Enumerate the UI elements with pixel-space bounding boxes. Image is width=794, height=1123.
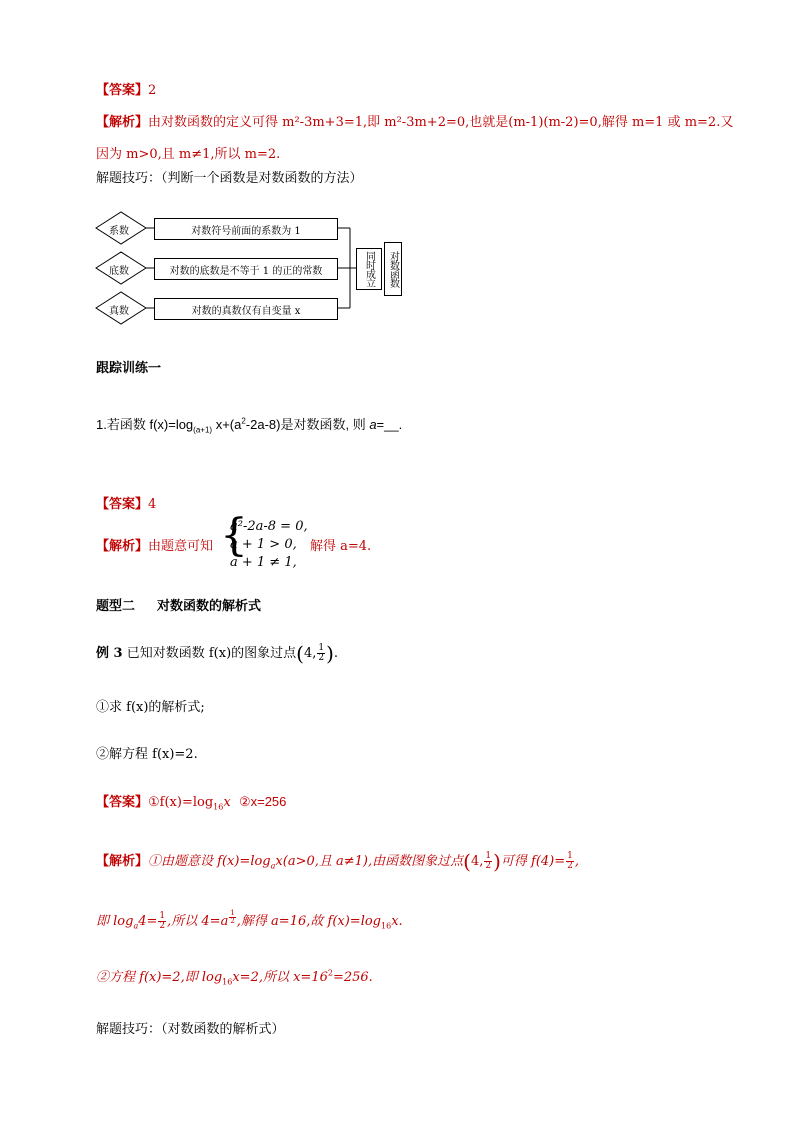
l2e: x. xyxy=(391,914,403,929)
condition-1: a²-2a-8 = 0, xyxy=(230,519,308,534)
answer-3 xyxy=(96,791,286,812)
analysis-1-line-2: 因为 m>0,且 m≠1,所以 m=2. xyxy=(96,147,281,162)
condition-3: a + 1 ≠ 1, xyxy=(230,555,297,570)
result-box: 对数函数 xyxy=(384,242,402,296)
question-1 xyxy=(96,414,402,435)
l1a: ①由题意设 f(x)=log xyxy=(148,854,271,869)
condition-2: a + 1 > 0, xyxy=(230,537,297,552)
q1-log-base: (a+1) xyxy=(193,425,213,435)
example-text: 已知对数函数 f(x)的图象过点 xyxy=(126,646,297,661)
example-3: 例 3 已知对数函数 f(x)的图象过点(4, $\frac{1}{2}$ ). xyxy=(96,641,339,666)
point-den: 2 xyxy=(318,653,325,663)
section-heading-type2 xyxy=(96,595,261,614)
l2b: 4= xyxy=(138,914,158,929)
example-3-q1: ①求 f(x)的解析式; xyxy=(96,700,205,715)
analysis-tag: 【解析】 xyxy=(96,854,149,869)
system-conditions xyxy=(230,518,308,572)
l3a: ②方程 f(x)=2,即 log xyxy=(96,970,223,985)
tip-1: 解题技巧：（判断一个函数是对数函数的方法） xyxy=(96,171,363,186)
analysis-2-result: 解得 a=4. xyxy=(310,539,372,554)
flowchart xyxy=(94,206,414,326)
type-label: 题型二 xyxy=(96,599,136,614)
answer-tag: 【答案】 xyxy=(96,83,149,98)
tip-2: 解题技巧：（对数函数的解析式） xyxy=(96,1022,285,1037)
q1-prefix: 1.若函数 f(x)=log xyxy=(96,417,194,432)
l2d: ,解得 a=16,故 f(x)=log xyxy=(236,914,381,929)
analysis-tag: 【解析】 xyxy=(96,115,149,130)
q1-mid: x+(a xyxy=(212,417,242,432)
analysis-intro: 由题意可知 xyxy=(148,539,214,554)
system-brace: { xyxy=(220,510,248,561)
q1-suffix: -2a-8)是对数函数, 则 xyxy=(245,417,370,432)
q1-exponent: 2 xyxy=(241,416,246,426)
answer-value: 2 xyxy=(148,83,157,98)
example-3-q2: ②解方程 f(x)=2. xyxy=(96,747,198,762)
type-title: 对数函数的解析式 xyxy=(157,599,262,614)
answer-tag: 【答案】 xyxy=(96,497,149,512)
point-x: 4 xyxy=(303,646,313,661)
analysis-3-line-3: ②方程 f(x)=2,即 $\log_{16}x=2$,所以 $x=16^2=256$. xyxy=(96,968,373,987)
condition-box-3: 对数的真数仅有自变量 x xyxy=(154,298,338,320)
answer-2 xyxy=(96,493,156,512)
answer-1 xyxy=(96,79,156,98)
analysis-1-line-1 xyxy=(96,111,733,130)
l3b: x=2,所以 x=16 xyxy=(232,970,328,985)
answer-log-base: 16 xyxy=(213,802,224,812)
point-num: 1 xyxy=(318,643,325,653)
diamond-base: 底数 xyxy=(109,266,129,277)
answer-var: x xyxy=(223,795,231,810)
section-heading-follow: 跟踪训练一 xyxy=(96,361,162,376)
l2a: 即 log xyxy=(96,914,134,929)
condition-box-2: 对数的底数是不等于 1 的正的常数 xyxy=(154,258,338,280)
l1c: 可得 f(4)= xyxy=(500,854,566,869)
analysis-text: 由对数函数的定义可得 m²-3m+3=1,即 m²-3m+2=0,也就是(m-1)(m-2)=0,解得 m=1 或 m=2.又 xyxy=(148,115,734,130)
example-label: 例 3 xyxy=(96,646,123,661)
analysis-3-line-2: 即 $\log_a4=$ $\frac{1}{2}$ ,所以 4=a $^{\frac{1}{2}}$ ,解得 a=16,故 $f(x)=\log_{16}x$. xyxy=(96,909,403,931)
q1-blank: =__. xyxy=(376,417,403,432)
simultaneous-box: 同时成立 xyxy=(356,248,382,290)
condition-box-1: 对数符号前面的系数为 1 xyxy=(154,218,338,240)
diamond-argument: 真数 xyxy=(109,306,129,317)
answer-part2: ②x=256 xyxy=(238,794,287,809)
analysis-3-line-1: 【解析】①由题意设 $f(x)=\log_ax(a>0$,且 a≠1),由函数图象过点(4, $\frac{1}{2}$ )可得 f(4)= $\frac{1}{2}$ , xyxy=(96,849,580,874)
analysis-2 xyxy=(96,535,213,554)
l2c: ,所以 4=a xyxy=(167,914,229,929)
answer-part1: ①f(x)=log xyxy=(148,795,214,810)
l3c: =256. xyxy=(332,970,373,985)
answer-tag: 【答案】 xyxy=(96,795,149,810)
l1b: x(a>0,且 a≠1),由函数图象过点 xyxy=(275,854,464,869)
q1-variable: a xyxy=(369,417,377,432)
analysis-tag: 【解析】 xyxy=(96,539,149,554)
answer-value: 4 xyxy=(148,497,157,512)
diamond-coefficient: 系数 xyxy=(109,226,129,237)
